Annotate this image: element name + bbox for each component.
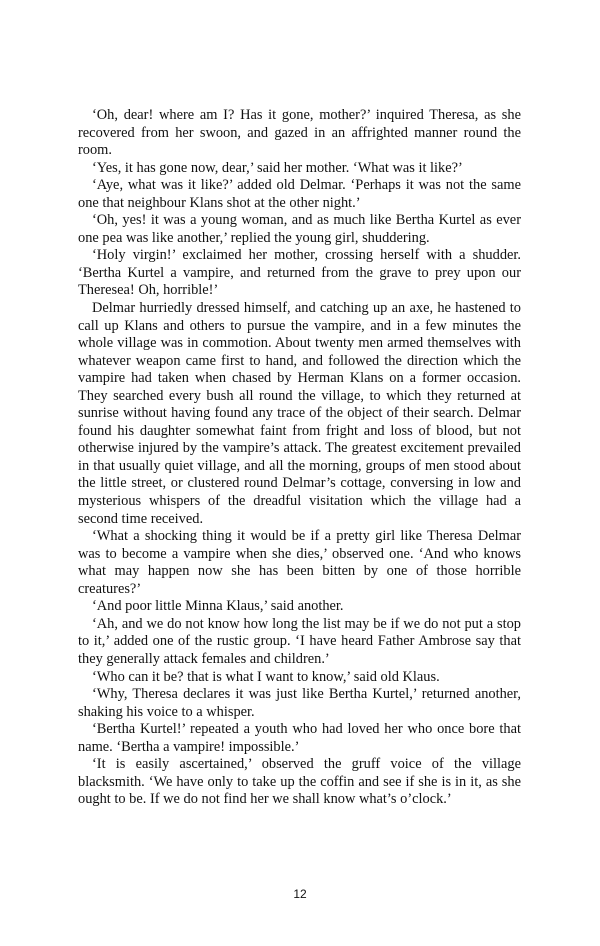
paragraph: ‘And poor little Minna Klaus,’ said another. (92, 598, 344, 615)
paragraph: ‘Aye, what was it like?’ added old Delmar. ‘Perhaps it was not the same one that neighbour Klans shot at the other night.’ (78, 177, 521, 211)
body-text (78, 107, 521, 809)
paragraph: ‘Holy virgin!’ exclaimed her mother, crossing herself with a shudder. ‘Bertha Kurtel a vampire, and returned from the grave to prey upon our Theresea! Oh, horrible!’ (78, 247, 521, 299)
paragraph: ‘Why, Theresa declares it was just like Bertha Kurtel,’ returned another, shaking his voice to a whisper. (78, 686, 521, 720)
paragraph: ‘Oh, yes! it was a young woman, and as much like Bertha Kurtel as ever one pea was like another,’ replied the young girl, shuddering. (78, 212, 521, 246)
paragraph: ‘Yes, it has gone now, dear,’ said her mother. ‘What was it like?’ (92, 159, 463, 176)
paragraph: Delmar hurriedly dressed himself, and catching up an axe, he hastened to call up Klans and others to pursue the vampire, and in a few minutes the whole village was in commotion. About twenty men armed themselves with whatever weapon came first to hand, and followed the direction which the vampire had taken when chased by Herman Klans on a former occasion. They searched every bush all round the village, to which they returned at sunrise without having found any trace of the object of their search. Delmar found his daughter somewhat faint from fright and loss of blood, but not otherwise injured by the vampire’s attack. The greatest excitement prevailed in that usually quiet village, and all the morning, groups of men stood about the little street, or clustered round Delmar’s cottage, conversing in low and mysterious whispers of the dreadful visitation which the village had a second time received. (78, 300, 521, 527)
paragraph: ‘What a shocking thing it would be if a pretty girl like Theresa Delmar was to become a vampire when she dies,’ observed one. ‘And who knows what may happen now she has been bitten by one of those horrible creatures?’ (78, 528, 521, 597)
paragraph: ‘It is easily ascertained,’ observed the gruff voice of the village blacksmith. ‘We have only to take up the coffin and see if she is in it, as she ought to be. If we do not find her we shall know what’s o’clock.’ (78, 756, 521, 808)
paragraph: ‘Ah, and we do not know how long the list may be if we do not put a stop to it,’ added one of the rustic group. ‘I have heard Father Ambrose say that they generally attack females and children.’ (78, 615, 521, 667)
paragraph: ‘Oh, dear! where am I? Has it gone, mother?’ inquired Theresa, as she recovered from her swoon, and gazed in an affrighted manner round the room. (78, 107, 521, 159)
page-number: 12 (293, 887, 307, 901)
paragraph: ‘Bertha Kurtel!’ repeated a youth who had loved her who once bore that name. ‘Bertha a vampire! impossible.’ (78, 721, 521, 755)
paragraph: ‘Who can it be? that is what I want to know,’ said old Klaus. (92, 668, 440, 685)
